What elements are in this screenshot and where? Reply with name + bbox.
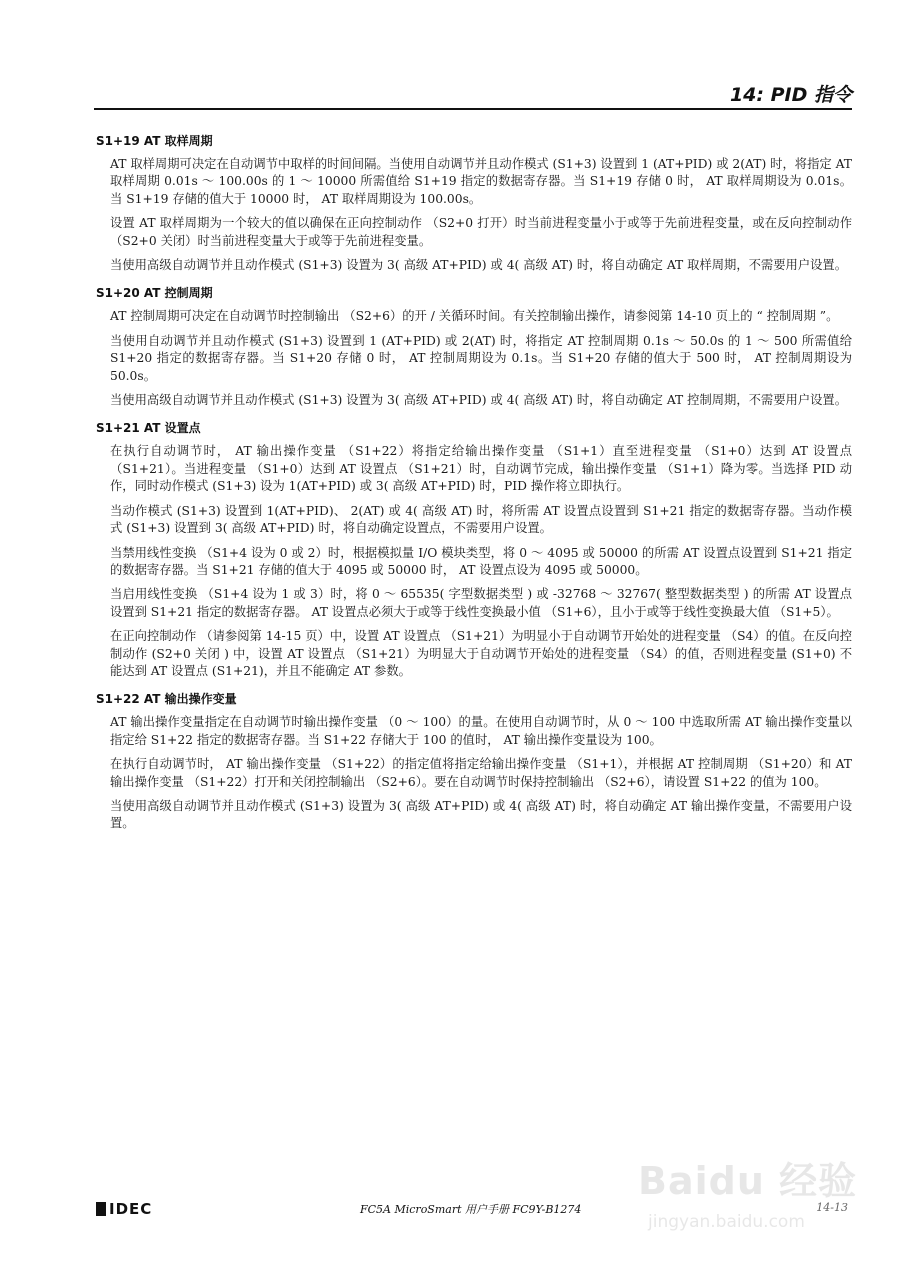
paragraph: 在执行自动调节时， AT 输出操作变量 （S1+22）将指定给输出操作变量 （S1+1）直至进程变量 （S1+0）达到 AT 设置点 （S1+21）。当进程变量 （S1+0）达到 AT 设置点 （S1+21）时，自动调节完成，输出操作变量 （S1+1）降为零。当选择 PID 动作，同时动作模式 (S1+3) 设为 1(AT+PID) 或 3( 高级 AT+PID) 时，PID 操作将立即执行。 <box>110 444 852 494</box>
page-body <box>96 132 852 843</box>
section-heading: S1+22 AT 输出操作变量 <box>96 692 237 707</box>
section-s1-21 <box>96 419 852 680</box>
section-heading: S1+20 AT 控制周期 <box>96 286 213 301</box>
paragraph: 当使用自动调节并且动作模式 (S1+3) 设置到 1 (AT+PID) 或 2(AT) 时，将指定 AT 控制周期 0.1s ～ 50.0s 的 1 ～ 500 所需值给 S1+20 指定的数据寄存器。当 S1+20 存储 0 时， AT 控制周期设为 0.1s。当 S1+20 存储的值大于 500 时， AT 控制周期设为 50.0s。 <box>110 333 852 383</box>
paragraph: 当禁用线性变换 （S1+4 设为 0 或 2）时，根据模拟量 I/O 模块类型，将 0 ～ 4095 或 50000 的所需 AT 设置点设置到 S1+21 指定的数据寄存器。当 S1+21 存储的值大于 4095 或 50000 时， AT 设置点设为 4095 或 50000。 <box>110 545 852 577</box>
section-s1-22 <box>96 690 852 832</box>
paragraph: AT 取样周期可决定在自动调节中取样的时间间隔。当使用自动调节并且动作模式 (S1+3) 设置到 1 (AT+PID) 或 2(AT) 时，将指定 AT 取样周期 0.01s ～ 100.00s 的 1 ～ 10000 所需值给 S1+19 指定的数据寄存器。当 S1+19 存储 0 时， AT 取样周期设为 0.01s。当 S1+19 存储的值大于 10000 时， AT 取样周期设为 100.00s。 <box>110 157 852 206</box>
paragraph: 在正向控制动作 （请参阅第 14-15 页）中，设置 AT 设置点 （S1+21）为明显小于自动调节开始处的进程变量 （S4）的值。在反向控制动作 (S2+0 关闭 ) 中，设置 AT 设置点 （S1+21）为明显大于自动调节开始处的进程变量 （S4）的值，否则进程变量 (S1+0) 不能达到 AT 设置点 (S1+21)，并且不能确定 AT 参数。 <box>110 629 852 678</box>
paragraph: 当使用高级自动调节并且动作模式 (S1+3) 设置为 3( 高级 AT+PID) 或 4( 高级 AT) 时，将自动确定 AT 控制周期，不需要用户设置。 <box>110 393 848 408</box>
section-s1-19 <box>96 132 852 274</box>
paragraph: 在执行自动调节时， AT 输出操作变量 （S1+22）的指定值将指定给输出操作变量 （S1+1），并根据 AT 控制周期 （S1+20）和 AT 输出操作变量 （S1+22）打开和关闭控制输出 （S2+6）。要在自动调节时保持控制输出 （S2+6），请设置 S1+22 的值为 100。 <box>110 757 852 789</box>
document-title: FC5A MicroSmart 用户手册 FC9Y-B1274 <box>360 1203 582 1216</box>
paragraph: AT 控制周期可决定在自动调节时控制输出 （S2+6）的开 / 关循环时间。有关控制输出操作，请参阅第 14-10 页上的 “ 控制周期 ”。 <box>110 309 839 324</box>
header-rule <box>94 108 852 110</box>
idec-logo-mark-icon <box>96 1202 106 1216</box>
section-s1-20 <box>96 284 852 409</box>
idec-logo <box>96 1200 152 1218</box>
section-heading: S1+19 AT 取样周期 <box>96 134 213 148</box>
paragraph: 当使用高级自动调节并且动作模式 (S1+3) 设置为 3( 高级 AT+PID) 或 4( 高级 AT) 时，将自动确定 AT 输出操作变量，不需要用户设置。 <box>110 798 852 831</box>
paragraph: 当启用线性变换 （S1+4 设为 1 或 3）时，将 0 ～ 65535( 字型数据类型 ) 或 -32768 ～ 32767( 整型数据类型 ) 的所需 AT 设置点设置到 S1+21 指定的数据寄存器。 AT 设置点必须大于或等于线性变换最小值 （S1+6），且小于或等于线性变换最大值 （S1+5）。 <box>110 587 852 619</box>
page-number: 14-13 <box>816 1201 848 1214</box>
baidu-watermark-logo: Baidu 经验 <box>638 1159 858 1203</box>
paragraph: 当动作模式 (S1+3) 设置到 1(AT+PID)、 2(AT) 或 4( 高级 AT) 时，将所需 AT 设置点设置到 S1+21 指定的数据寄存器。当动作模式 (S1+3) 设置到 3( 高级 AT+PID) 时，将自动确定设置点，不需要用户设置。 <box>110 503 852 536</box>
paragraph: 当使用高级自动调节并且动作模式 (S1+3) 设置为 3( 高级 AT+PID) 或 4( 高级 AT) 时，将自动确定 AT 取样周期，不需要用户设置。 <box>110 258 848 273</box>
chapter-title: 14: PID 指令 <box>729 84 852 106</box>
paragraph: AT 输出操作变量指定在自动调节时输出操作变量 （0 ～ 100）的量。在使用自动调节时，从 0 ～ 100 中选取所需 AT 输出操作变量以指定给 S1+22 指定的数据寄存器。当 S1+22 存储大于 100 的值时， AT 输出操作变量设为 100。 <box>110 715 852 747</box>
paragraph: 设置 AT 取样周期为一个较大的值以确保在正向控制动作 （S2+0 打开）时当前进程变量小于或等于先前进程变量，或在反向控制动作 （S2+0 关闭）时当前进程变量大于或等于先前进程变量。 <box>110 216 852 248</box>
baidu-watermark-url: jingyan.baidu.com <box>648 1212 805 1232</box>
idec-logo-text: IDEC <box>109 1200 153 1218</box>
section-heading: S1+21 AT 设置点 <box>96 421 201 436</box>
baidu-watermark <box>638 1150 858 1260</box>
